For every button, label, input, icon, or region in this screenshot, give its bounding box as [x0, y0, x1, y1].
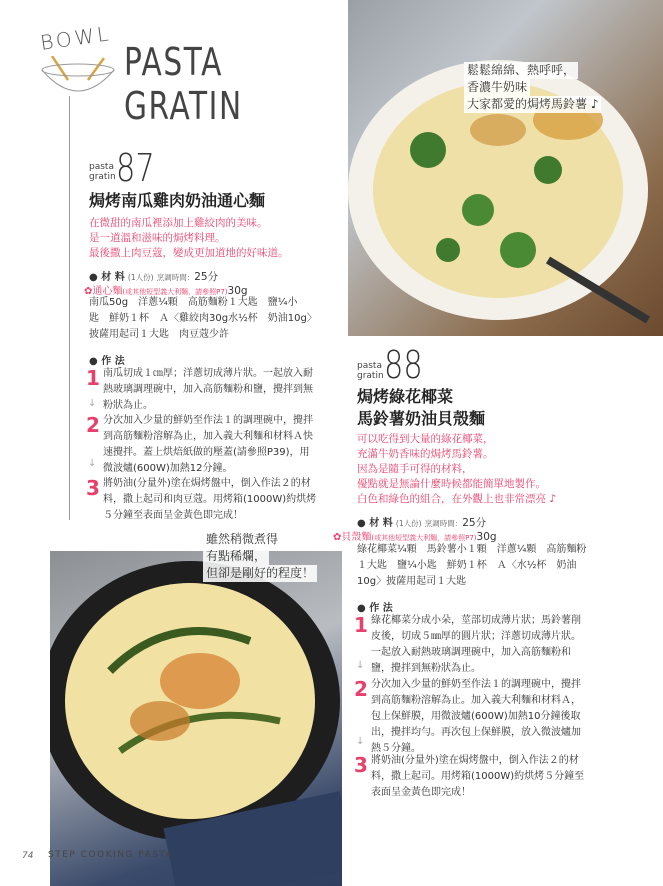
caption-line: 但卻是剛好的程度！: [203, 565, 317, 582]
recipe87-pasta-label: [89, 162, 116, 182]
recipe87-lead: [89, 216, 289, 261]
recipe88-step-2: [371, 677, 581, 757]
photo-broccoli-potato-gratin: [348, 0, 663, 336]
recipe88-step-3: [371, 753, 584, 801]
step-line: 表面呈金黃色即完成！: [371, 787, 471, 798]
gratin-word: GRATIN: [124, 84, 243, 128]
servings: (1人份): [395, 519, 422, 528]
recipe88-step-1: [371, 613, 581, 677]
lead-line: 白色和綠色的組合，在外觀上也非常漂亮 ♪: [357, 493, 557, 505]
lead-line: 可以吃得到大量的綠花椰菜，: [357, 433, 494, 445]
time-value: 25分: [194, 271, 219, 283]
caption-line: 有點稀爛，: [203, 548, 269, 565]
step-number: 2: [354, 677, 368, 701]
bowl-icon: [38, 56, 118, 96]
recipe88-title: [357, 386, 485, 430]
recipe87-step-3: [103, 476, 316, 524]
arrow-down-icon: ↓: [88, 398, 97, 409]
step-line: 到高筋麵粉溶解為止，加入義大利麵和材料Ａ快: [103, 431, 313, 442]
caption-line: 鬆鬆綿綿、熱呼呼，: [464, 62, 578, 79]
material-line: １大匙 鹽¼小匙 鮮奶１杯 Ａ〈水½杯 奶油: [357, 560, 577, 571]
time-label: 烹調時間：: [156, 273, 195, 282]
recipe88-number: 88: [384, 343, 423, 387]
step-line: 到高筋麵粉溶解為止。加入義大利麵和材料Ａ，: [371, 695, 581, 706]
material-line: 綠花椰菜¼顆 馬鈴薯小１顆 洋蔥¼顆 高筋麵粉: [357, 544, 587, 555]
step-line: 微波爐(600W)加熱12分鐘。: [103, 463, 233, 474]
step-line: 速攪拌。蓋上烘焙紙做的壓蓋(請參照P39)，用: [103, 447, 310, 458]
lead-line: 優點就是無論什麼時候都能簡單地製作。: [357, 478, 546, 490]
time-value: 25分: [462, 517, 487, 529]
step-number: 1: [354, 613, 368, 637]
step-line: 綠花椰菜分成小朵，莖部切成薄片狀；馬鈴薯削: [371, 615, 581, 626]
step-line: 南瓜切成１㎝厚；洋蔥切成薄片狀。一起放入耐: [103, 368, 313, 379]
photo-bottom-caption: [203, 531, 317, 582]
step-number: 3: [86, 476, 100, 500]
pasta-icon: ✿: [333, 532, 342, 543]
title-line: 馬鈴薯奶油貝殼麵: [357, 409, 486, 428]
step-line: 粉狀為止。: [103, 400, 153, 411]
recipe87-step-2: [103, 413, 313, 477]
recipe88-pasta-line: [333, 528, 497, 543]
pasta-name: 貝殼麵: [341, 532, 372, 543]
pasta-qty: 30g: [227, 285, 248, 297]
step-line: 出，攪拌均勻。再次包上保鮮膜，放入微波爐加: [371, 727, 581, 738]
step-line: ５分鐘至表面呈金黃色即完成！: [103, 510, 243, 521]
arrow-down-icon: ↓: [356, 736, 365, 747]
photo-pumpkin-chicken-gratin: [50, 551, 342, 886]
pasta-word: PASTA: [124, 40, 223, 84]
lead-line: 在微甜的南瓜裡添加上雞絞肉的美味。: [89, 217, 268, 229]
photo-top-caption: [464, 62, 601, 113]
step-number: 3: [354, 753, 368, 777]
pasta-note: (或其他短型義大利麵，請參照P7): [122, 288, 228, 296]
pasta-name: 通心麵: [92, 286, 123, 297]
material-line: 南瓜50g 洋蔥¼顆 高筋麵粉１大匙 鹽¼小: [89, 297, 298, 308]
step-line: 熱玻璃調理碗中，加入高筋麵粉和鹽，攪拌到無: [103, 384, 313, 395]
pasta-note: (或其他短型義大利麵，請參照P7): [371, 534, 477, 542]
gratin-dish-illustration: [348, 0, 663, 336]
step-line: 分次加入少量的鮮奶至作法１的調理碗中，攪拌: [103, 415, 313, 426]
skillet-illustration: [50, 551, 342, 886]
caption-line: 大家都愛的焗烤馬鈴薯 ♪: [464, 96, 601, 113]
arrow-down-icon: ↓: [88, 458, 97, 469]
recipe88-method-heading: ● 作 法: [357, 603, 393, 614]
servings: (1人份): [127, 273, 154, 282]
recipe87-title: 焗烤南瓜雞肉奶油通心麵: [89, 191, 266, 210]
step-line: 熱５分鐘。: [371, 743, 421, 754]
step-number: 1: [86, 366, 100, 390]
step-line: 料，撒上起司。用烤箱(1000W)約烘烤５分鐘至: [371, 771, 585, 782]
step-line: 將奶油(分量外)塗在焗烤盤中，倒入作法２的材: [371, 755, 579, 766]
recipe88-pasta-label: [357, 361, 384, 381]
recipe87-materials: [89, 295, 317, 343]
step-number: 2: [86, 413, 100, 437]
bowl-word: BOWL: [38, 21, 113, 55]
caption-line: 雖然稍微煮得: [203, 531, 281, 548]
time-label: 烹調時間：: [424, 519, 463, 528]
step-line: 鹽，攪拌到無粉狀為止。: [371, 663, 481, 674]
recipe87-method-heading: ● 作 法: [89, 356, 125, 367]
arrow-down-icon: ↓: [356, 660, 365, 671]
footer-title: STEP COOKING PASTA: [48, 850, 174, 860]
recipe87-step-1: [103, 366, 313, 414]
recipe88-lead: [357, 432, 556, 507]
pasta-icon: ✿: [84, 286, 93, 297]
step-line: 將奶油(分量外)塗在焗烤盤中，倒入作法２的材: [103, 478, 311, 489]
step-line: 分次加入少量的鮮奶至作法１的調理碗中，攪拌: [371, 679, 581, 690]
lead-line: 充滿牛奶香味的焗烤馬鈴薯。: [357, 448, 494, 460]
title-line: 焗烤綠花椰菜: [357, 387, 454, 406]
pasta-qty: 30g: [476, 531, 497, 543]
lead-line: 是一道溫和滋味的焗烤料理。: [89, 232, 226, 244]
recipe87-number: 87: [116, 146, 155, 190]
label-line: pasta: [357, 361, 382, 371]
label-line: pasta: [89, 162, 114, 172]
step-line: 一起放入耐熱玻璃調理碗中，加入高筋麵粉和: [371, 647, 571, 658]
lead-line: 因為是隨手可得的材料，: [357, 463, 473, 475]
material-line: 匙 鮮奶１杯 Ａ〈雞絞肉30g水½杯 奶油10g〉: [89, 313, 317, 324]
step-line: 包上保鮮膜，用微波爐(600W)加熱10分鐘後取: [371, 711, 581, 722]
material-line: 10g〉披薩用起司１大匙: [357, 576, 467, 587]
page-number: 74: [22, 851, 34, 861]
divider-line: [69, 96, 70, 520]
lead-line: 最後撒上肉豆蔻，變成更加道地的好味道。: [89, 247, 289, 259]
material-line: 披薩用起司１大匙 肉豆蔻少許: [89, 329, 229, 340]
label-line: gratin: [89, 172, 116, 182]
label-line: gratin: [357, 371, 384, 381]
recipe88-materials: [357, 542, 586, 590]
materials-label: ● 材 料: [89, 272, 125, 283]
caption-line: 香濃牛奶味: [464, 79, 530, 96]
step-line: 料，撒上起司和肉豆蔻。用烤箱(1000W)約烘烤: [103, 494, 317, 505]
step-line: 皮後，切成５㎜厚的圓片狀；洋蔥切成薄片狀。: [371, 631, 581, 642]
materials-label: ● 材 料: [357, 518, 393, 529]
